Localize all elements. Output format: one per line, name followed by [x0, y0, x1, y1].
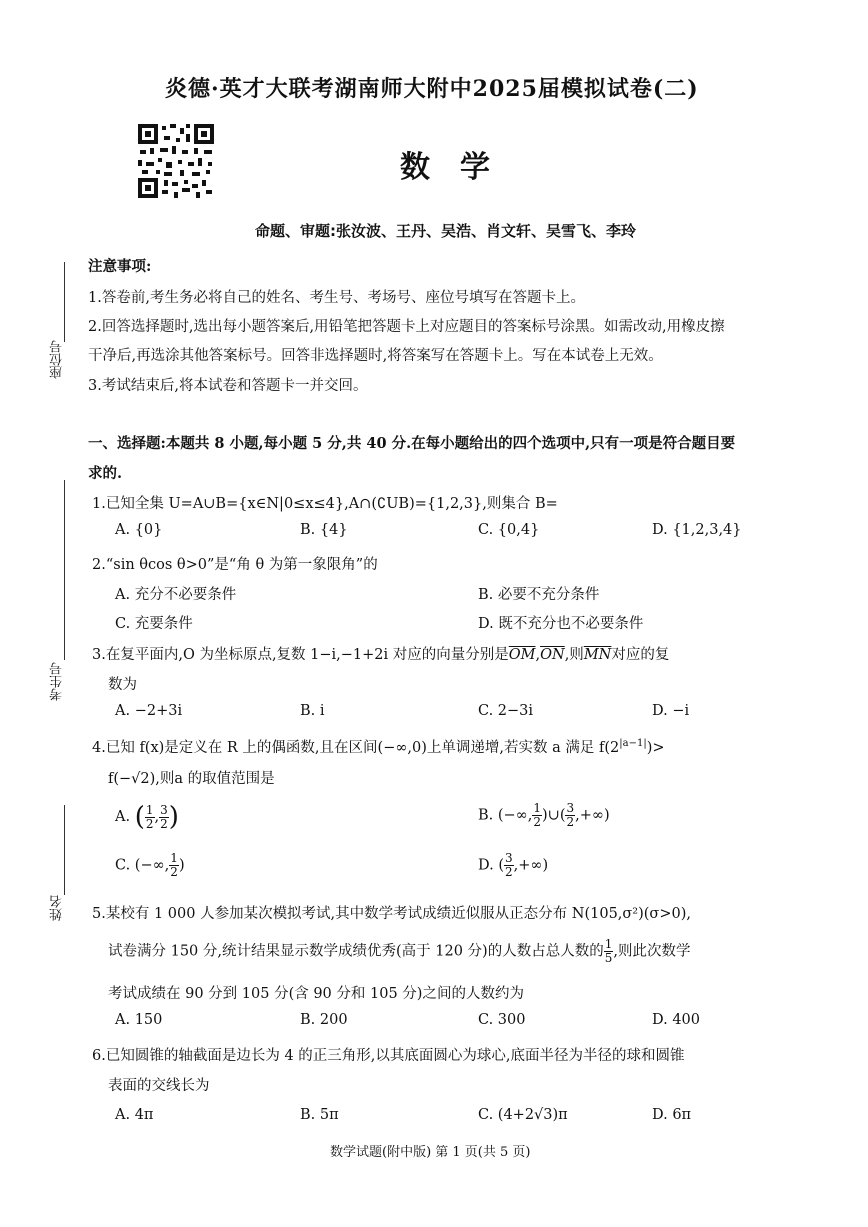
- q2-option-c: C. 充要条件: [115, 616, 193, 632]
- notes-item-3: 3.考试结束后,将本试卷和答题卡一并交回。: [88, 378, 368, 394]
- q4-option-d: D. ( $\frac{3}{2}$ ,+∞): [478, 851, 549, 879]
- q4-stem-1: 4.已知 f(x)是定义在 R 上的偶函数,且在区间(−∞,0)上单调递增,若实数 a 满足 $f(2^{|a-1|})>$: [92, 738, 665, 756]
- exam-no-line: [64, 480, 65, 660]
- q5-option-d: D. 400: [652, 1012, 701, 1028]
- q4-option-a: A. ( $\frac{1}{2}$ , $\frac{3}{2}$ ): [115, 802, 179, 832]
- q6-stem-1: 6.已知圆锥的轴截面是边长为 4 的正三角形,以其底面圆心为球心,底面半径为半径的球和圆锥: [92, 1048, 685, 1064]
- fraction: $\frac{3}{2}$: [566, 801, 575, 829]
- q3-option-c: C. 2−3i: [478, 703, 534, 719]
- vector-on: $\overline{ON}$: [540, 647, 565, 663]
- q1-stem: 1.已知全集 U=A∪B={x∈N|0≤x≤4},A∩(∁UB)={1,2,3},则集合 B=: [92, 496, 558, 512]
- fraction: $\frac{1}{2}$: [170, 851, 178, 879]
- q1-option-a: A. {0}: [115, 522, 163, 538]
- q3-option-a: A. −2+3i: [115, 703, 183, 719]
- page-footer: 数学试题(附中版) 第 1 页(共 5 页): [330, 1145, 531, 1160]
- q2-option-b: B. 必要不充分条件: [478, 587, 600, 603]
- section-heading-2: 求的.: [88, 465, 123, 482]
- q2-stem: 2.“sin θcos θ>0”是“角 θ 为第一象限角”的: [92, 557, 378, 573]
- fraction: $\frac{3}{2}$: [505, 851, 513, 879]
- vector-om: $\overline{OM}$: [508, 647, 536, 663]
- notes-heading: 注意事项:: [88, 258, 152, 275]
- notes-item-1: 1.答卷前,考生务必将自己的姓名、考生号、考场号、座位号填写在答题卡上。: [88, 290, 585, 306]
- name-line: [64, 805, 65, 895]
- q5-option-c: C. 300: [478, 1012, 526, 1028]
- fraction: $\frac{1}{5}$: [604, 937, 613, 965]
- exam-no-label: 考生号: [50, 662, 65, 701]
- subject-title: 数学: [400, 150, 520, 185]
- q3-stem-2: 数为: [108, 677, 137, 693]
- q6-option-d: D. 6π: [652, 1107, 692, 1123]
- q4-stem-2: f(−√2),则a 的取值范围是: [108, 771, 275, 787]
- q5-stem-1: 5.某校有 1 000 人参加某次模拟考试,其中数学考试成绩近似服从正态分布 N(105,σ²)(σ>0),: [92, 906, 691, 922]
- q5-stem-3: 考试成绩在 90 分到 105 分(含 90 分和 105 分)之间的人数约为: [108, 986, 524, 1002]
- q1-option-c: C. {0,4}: [478, 522, 540, 538]
- q6-option-c: C. (4+2√3)π: [478, 1107, 568, 1123]
- name-label: 姓名: [50, 895, 65, 921]
- fraction: $\frac{1}{2}$: [533, 801, 542, 829]
- q1-option-d: D. {1,2,3,4}: [652, 522, 742, 538]
- q4-option-b: B. (−∞, $\frac{1}{2}$ )∪( $\frac{3}{2}$ ,+∞): [478, 801, 610, 829]
- exam-series-title: 炎德·英才大联考湖南师大附中2025届模拟试卷(二): [165, 76, 699, 102]
- q6-option-a: A. 4π: [115, 1107, 154, 1123]
- q3-option-b: B. i: [300, 703, 325, 719]
- fraction: $\frac{1}{2}$: [145, 802, 154, 831]
- notes-item-2b: 干净后,再选涂其他答案标号。回答非选择题时,将答案写在答题卡上。写在本试卷上无效。: [88, 348, 663, 364]
- q5-stem-2: 试卷满分 150 分,统计结果显示数学成绩优秀(高于 120 分)的人数占总人数的 $\frac{1}{5}$ ,则此次数学: [108, 937, 691, 965]
- q5-option-b: B. 200: [300, 1012, 348, 1028]
- notes-item-2a: 2.回答选择题时,选出每小题答案后,用铅笔把答题卡上对应题目的答案标号涂黑。如需改动,用橡皮擦: [88, 319, 725, 335]
- section-heading-1: 一、选择题:本题共 8 小题,每小题 5 分,共 40 分.在每小题给出的四个选项中,只有一项是符合题目要: [88, 435, 736, 452]
- vector-mn: $\overline{MN}$: [583, 647, 612, 663]
- q3-option-d: D. −i: [652, 703, 690, 719]
- q5-option-a: A. 150: [115, 1012, 163, 1028]
- seat-label: 座位号: [50, 340, 65, 379]
- qr-code-icon: [136, 122, 216, 200]
- fraction: $\frac{3}{2}$: [160, 802, 168, 831]
- q6-option-b: B. 5π: [300, 1107, 339, 1123]
- authors-line: 命题、审题:张汝波、王丹、吴浩、肖文轩、吴雪飞、李玲: [255, 222, 637, 240]
- q2-option-a: A. 充分不必要条件: [115, 587, 237, 603]
- q2-option-d: D. 既不充分也不必要条件: [478, 616, 644, 632]
- q6-stem-2: 表面的交线长为: [108, 1078, 210, 1094]
- seat-line: [64, 262, 65, 342]
- q1-option-b: B. {4}: [300, 522, 348, 538]
- q4-option-c: C. (−∞, $\frac{1}{2}$ ): [115, 851, 185, 879]
- q3-stem: 3.在复平面内,O 为坐标原点,复数 1−i,−1+2i 对应的向量分别是$\overline{OM},\overline{ON}$,则$\overline{MN}$对应的复: [92, 647, 670, 663]
